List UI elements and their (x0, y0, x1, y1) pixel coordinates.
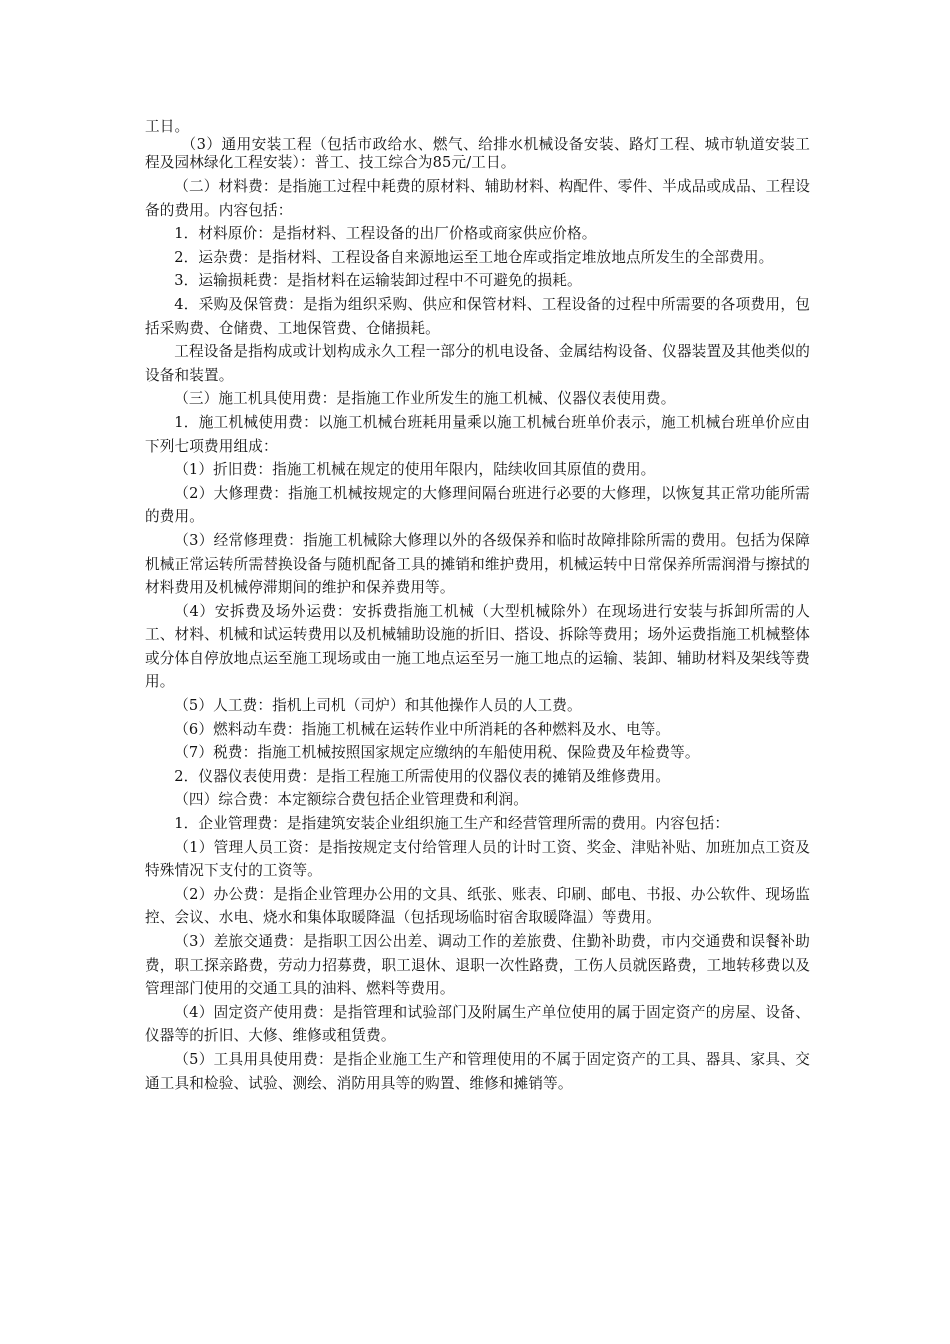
paragraph-travel-expense: （3）差旅交通费：是指职工因公出差、调动工作的差旅费、住勤补助费，市内交通费和误餐补助费，职工探亲路费，劳动力招募费，职工退休、退职一次性路费，工伤人员就医路费，工地转移费以及管理部门使用的交通工具的油料、燃料等费用。 (145, 933, 810, 998)
paragraph-tools-usage: （5）工具用具使用费：是指企业施工生产和管理使用的不属于固定资产的工具、器具、家具、交通工具和检验、试验、测绘、消防用具等的购置、维修和摊销等。 (145, 1050, 810, 1092)
paragraph-equipment-definition: 工程设备是指构成或计划构成永久工程一部分的机电设备、金属结构设备、仪器装置及其他类似的设备和装置。 (145, 343, 810, 384)
paragraph-general-installation: （3）通用安装工程（包括市政给水、燃气、给排水机械设备安装、路灯工程、城市轨道安装工程及园林绿化工程安装）：普工、技工综合为85元/工日。 (145, 136, 810, 171)
paragraph-enterprise-management: 1．企业管理费：是指建筑安装企业组织施工生产和经营管理所需的费用。内容包括： (174, 815, 730, 833)
paragraph-continuation: 工日。 (145, 118, 190, 135)
paragraph-machinery-usage: 1．施工机械使用费：以施工机械台班耗用量乘以施工机械台班单价表示，施工机械台班单价应由下列七项费用组成： (145, 413, 810, 455)
paragraph-comprehensive-fee: （四）综合费：本定额综合费包括企业管理费和利润。 (174, 791, 529, 809)
paragraph-machinery-cost: （三）施工机具使用费：是指施工作业所发生的施工机械、仪器仪表使用费。 (174, 390, 676, 408)
paragraph-overhaul: （2）大修理费：指施工机械按规定的大修理间隔台班进行必要的大修理，以恢复其正常功能所需的费用。 (145, 484, 810, 526)
paragraph-depreciation: （1）折旧费：指施工机械在规定的使用年限内，陆续收回其原值的费用。 (174, 461, 656, 479)
paragraph-fixed-assets: （4）固定资产使用费：是指管理和试验部门及附属生产单位使用的属于固定资产的房屋、设备、仪器等的折旧、大修、维修或租赁费。 (145, 1003, 810, 1045)
paragraph-material-price: 1．材料原价：是指材料、工程设备的出厂价格或商家供应价格。 (174, 225, 597, 243)
paragraph-regular-repair: （3）经常修理费：指施工机械除大修理以外的各级保养和临时故障排除所需的费用。包括为保障机械正常运转所需替换设备与随机配备工具的摊销和维护费用，机械运转中日常保养所需润滑与擦拭的材料费用及机械停滞期间的维护和保养费用等。 (145, 531, 810, 597)
document-body (145, 118, 810, 1095)
paragraph-fuel-power: （6）燃料动车费：指施工机械在运转作业中所消耗的各种燃料及水、电等。 (174, 720, 671, 738)
paragraph-procurement: 4．采购及保管费：是指为组织采购、供应和保管材料、工程设备的过程中所需要的各项费用，包括采购费、仓储费、工地保管费、仓储损耗。 (145, 295, 810, 337)
paragraph-operator-labor: （5）人工费：指机上司机（司炉）和其他操作人员的人工费。 (174, 697, 582, 715)
paragraph-instrument-usage: 2．仪器仪表使用费：是指工程施工所需使用的仪器仪表的摊销及维修费用。 (174, 767, 671, 785)
paragraph-office-expense: （2）办公费：是指企业管理办公用的文具、纸张、账表、印刷、邮电、书报、办公软件、现场监控、会议、水电、烧水和集体取暖降温（包括现场临时宿舍取暖降温）等费用。 (145, 885, 810, 927)
paragraph-freight: 2．运杂费：是指材料、工程设备自来源地运至工地仓库或指定堆放地点所发生的全部费用。 (174, 248, 774, 266)
paragraph-taxes: （7）税费：指施工机械按照国家规定应缴纳的车船使用税、保险费及年检费等。 (174, 744, 700, 762)
paragraph-management-salary: （1）管理人员工资：是指按规定支付给管理人员的计时工资、奖金、津贴补贴、加班加点工资及特殊情况下支付的工资等。 (145, 838, 810, 880)
paragraph-installation-transport: （4）安拆费及场外运费：安拆费指施工机械（大型机械除外）在现场进行安装与拆卸所需的人工、材料、机械和试运转费用以及机械辅助设施的折旧、搭设、拆除等费用；场外运费指施工机械整体或分体自停放地点运至施工现场或由一施工地点运至另一施工地点的运输、装卸、辅助材料及架线等费用。 (145, 602, 810, 691)
paragraph-transport-loss: 3．运输损耗费：是指材料在运输装卸过程中不可避免的损耗。 (174, 272, 582, 290)
paragraph-material-cost: （二）材料费：是指施工过程中耗费的原材料、辅助材料、构配件、零件、半成品或成品、工程设备的费用。内容包括： (145, 178, 810, 219)
